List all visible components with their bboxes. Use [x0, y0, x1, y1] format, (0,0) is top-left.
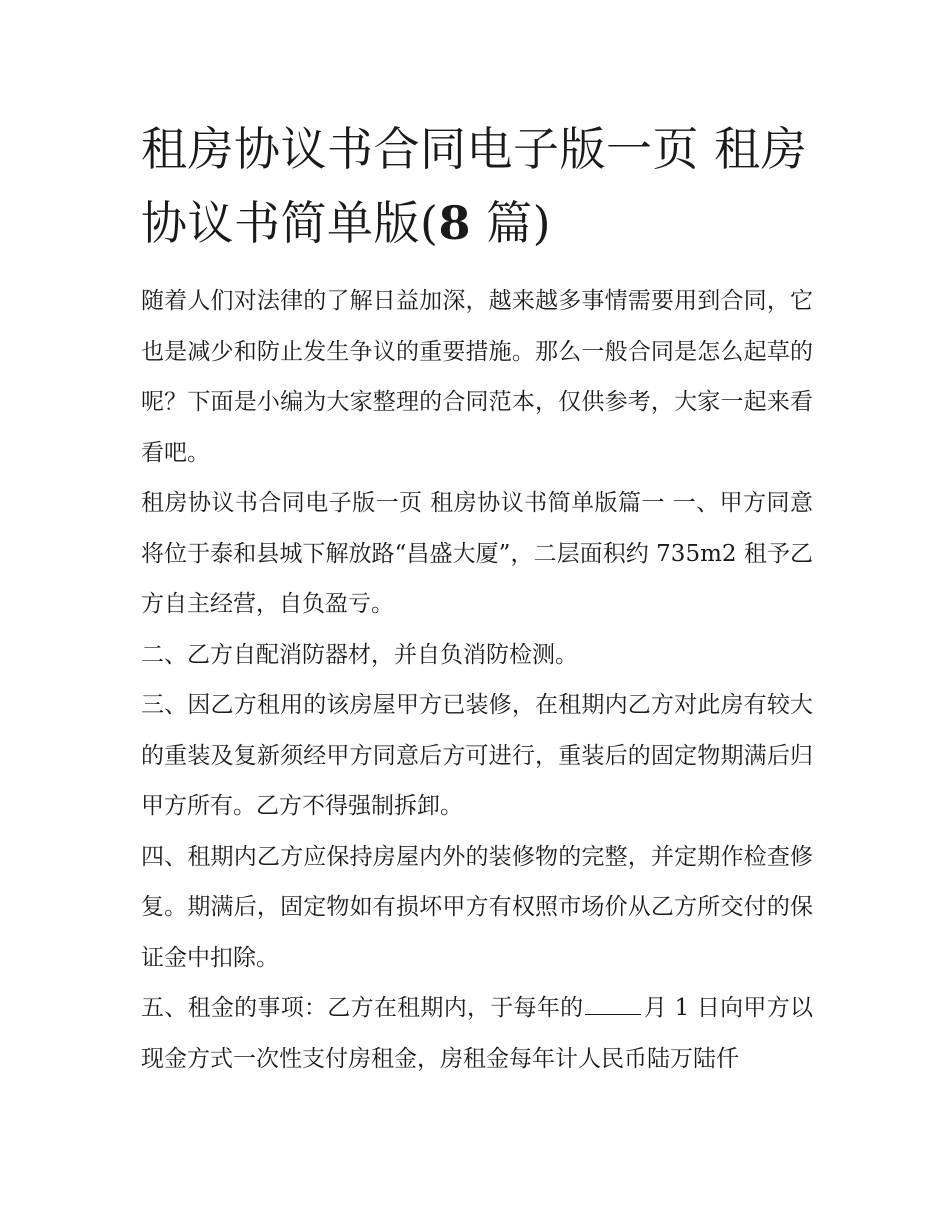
- title-number: 8: [438, 196, 471, 250]
- clause-2-paragraph: 二、乙方自配消防器材，并自负消防检测。: [141, 641, 578, 668]
- clause-1-paragraph: 租房协议书合同电子版一页 租房协议书简单版篇一 一、甲方同意将位于泰和县城下解放路“昌盛大厦”，二层面积约 735m2 租予乙方自主经营，自负盈亏。: [141, 490, 813, 617]
- title-text-2: 篇): [470, 196, 552, 250]
- document-page: [141, 112, 813, 1084]
- fill-in-blank: [585, 992, 641, 1015]
- clause-3-paragraph: 三、因乙方租用的该房屋甲方已装修，在租期内乙方对此房有较大的重装及复新须经甲方同意后方可进行，重装后的固定物期满后归甲方所有。乙方不得强制拆卸。: [141, 692, 813, 819]
- clause-5-text-after: 月 1 日向甲方以现金方式一次性支付房租金，房租金每年计人民币陆万陆仟: [141, 995, 814, 1072]
- clause-5-text-before: 五、租金的事项：乙方在租期内，于每年的: [141, 995, 584, 1021]
- document-title: [141, 112, 813, 260]
- title-text-1: 租房协议书合同电子版一页 租房协议书简单版(: [141, 122, 808, 250]
- clause-4-paragraph: 四、租期内乙方应保持房屋内外的装修物的完整，并定期作检查修复。期满后，固定物如有损坏甲方有权照市场价从乙方所交付的保证金中扣除。: [141, 843, 813, 971]
- clause-5-paragraph: [141, 983, 813, 1084]
- intro-paragraph: 随着人们对法律的了解日益加深，越来越多事情需要用到合同，它也是减少和防止发生争议的重要措施。那么一般合同是怎么起草的呢？下面是小编为大家整理的合同范本，仅供参考，大家一起来看看吧。: [141, 288, 813, 466]
